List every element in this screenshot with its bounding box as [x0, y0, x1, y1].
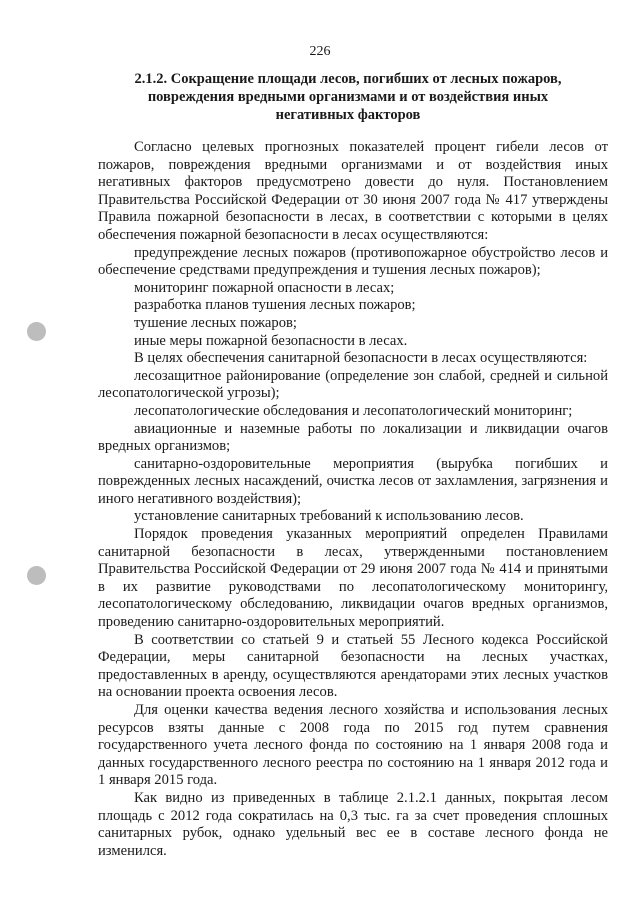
- list-item: авиационные и наземные работы по локализации и ликвидации очагов вредных организмов;: [98, 420, 608, 455]
- list-item: предупреждение лесных пожаров (противопожарное обустройство лесов и обеспечение средствами предупреждения и тушения лесных пожаров);: [98, 244, 608, 279]
- list-item: лесозащитное районирование (определение зон слабой, средней и сильной лесопатологической угрозы);: [98, 367, 608, 402]
- paragraph: В целях обеспечения санитарной безопасности в лесах осуществляются:: [134, 350, 588, 367]
- paragraph: Согласно целевых прогнозных показателей процент гибели лесов от пожаров, повреждения вредными организмами и от воздействия иных негативных факторов предусмотрено довести до нуля. Постановлением Правительства Российской Федерации от 30 июня 2007 года № 417 утверждены Правила пожарной безопасности в лесах, в соответствии с которыми в целях обеспечения пожарной безопасности в лесах осуществляются:: [98, 139, 608, 243]
- punch-hole: [27, 322, 46, 341]
- body-text: [98, 139, 608, 860]
- paragraph: Как видно из приведенных в таблице 2.1.2.1 данных, покрытая лесом площадь с 2012 года сократилась на 0,3 тыс. га за счет проведения сплошных санитарных рубок, однако удельный вес ее в составе лесного фонда не изменился.: [98, 789, 608, 859]
- list-item: разработка планов тушения лесных пожаров;: [134, 297, 416, 314]
- list-item: тушение лесных пожаров;: [134, 314, 297, 331]
- punch-hole: [27, 566, 46, 585]
- page-number: 226: [309, 44, 331, 59]
- section-heading: 2.1.2. Сокращение площади лесов, погибших от лесных пожаров, повреждения вредными организмами и от воздействия иных негативных факторов: [134, 71, 562, 123]
- list-item: мониторинг пожарной опасности в лесах;: [134, 279, 395, 296]
- list-item: лесопатологические обследования и лесопатологический мониторинг;: [134, 402, 573, 419]
- list-item: иные меры пожарной безопасности в лесах.: [134, 332, 408, 349]
- list-item: установление санитарных требований к использованию лесов.: [134, 508, 524, 525]
- paragraph: В соответствии со статьей 9 и статьей 55 Лесного кодекса Российской Федерации, меры санитарной безопасности на лесных участках, предоставленных в аренду, осуществляются арендаторами этих лесных участков на основании проекта освоения лесов.: [98, 631, 608, 701]
- list-item: санитарно-оздоровительные мероприятия (вырубка погибших и поврежденных лесных насаждений, очистка лесов от захламления, загрязнения и иного негативного воздействия);: [98, 455, 608, 507]
- paragraph: Для оценки качества ведения лесного хозяйства и использования лесных ресурсов взяты данные с 2008 года по 2015 год путем сравнения государственного учета лесного фонда по состоянию на 1 января 2008 года и данных государственного лесного реестра по состоянию на 1 января 2012 года и 1 января 2015 года.: [98, 702, 608, 789]
- paragraph: Порядок проведения указанных мероприятий определен Правилами санитарной безопасности в лесах, утвержденными постановлением Правительства Российской Федерации от 29 июня 2007 года № 414 и принятыми в их развитие руководствами по лесопатологическому мониторингу, лесопатологическому обследованию, ликвидации очагов вредных организмов, проведению санитарно-оздоровительных мероприятий.: [98, 526, 608, 631]
